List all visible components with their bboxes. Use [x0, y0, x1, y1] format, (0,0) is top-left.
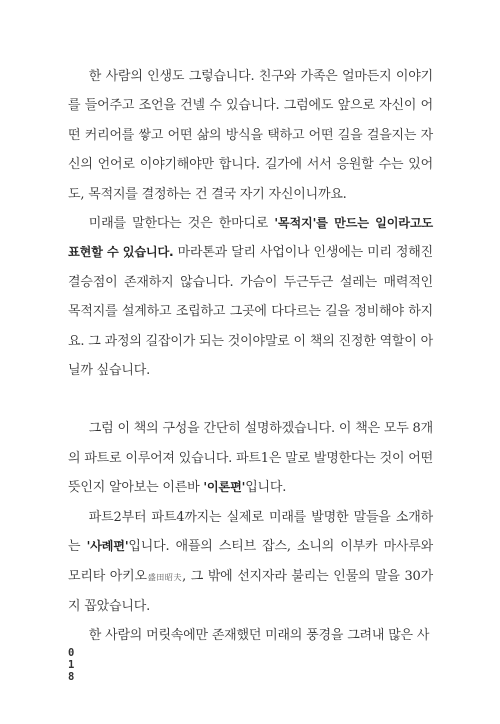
text-run: 미래를 말한다는 것은 한마디로 — [88, 216, 275, 232]
paragraph-2 — [68, 209, 433, 385]
text-run: 그럼 이 책의 구성을 간단히 설명하겠습니다. 이 책은 모두 8개의 파트로 이루어져 있습니다. 파트1은 말로 발명한다는 것이 어떤 뜻인지 알아보는 이른바 — [68, 421, 433, 496]
paragraph-4 — [68, 503, 433, 622]
text-run: 한 사람의 머릿속에만 존재했던 미래의 풍경을 그려내 많은 사 — [88, 628, 430, 644]
text-run: , 그 밖에 선지자라 불리는 인물의 말을 30가지 꼽았습니다. — [68, 568, 433, 614]
text-run: 마라톤과 달리 사업이나 인생에는 미리 정해진 결승점이 존재하지 않습니다. 가슴이 두근두근 설레는 매력적인 목적지를 설계하고 조립하고 그곳에 다다르는 길을 정비해야 하지요. 그 과정의 길잡이가 되는 것이야말로 이 책의 진정한 역할이 아닐까 싶습니다. — [68, 245, 433, 379]
hanja-annotation: 盛田昭夫 — [146, 572, 183, 582]
paragraph-3 — [68, 414, 433, 502]
page-number-digit: 0 — [68, 647, 76, 659]
text-run: 한 사람의 인생도 그렇습니다. 친구와 가족은 얼마든지 이야기를 들어주고 조언을 건넬 수 있습니다. 그럼에도 앞으로 자신이 어떤 커리어를 쌓고 어떤 삶의 방식을 택하고 어떤 길을 걸을지는 자신의 언어로 이야기해야만 합니다. 길가에 서서 응원할 수는 있어도, 목적지를 결정하는 건 결국 자기 자신이니까요. — [68, 69, 433, 202]
highlight-phrase: '사례편' — [86, 539, 129, 554]
text-run: 입니다. 애플의 스티브 잡스, 소니의 이부카 마사루와 모리타 아키오 — [68, 539, 433, 584]
text-run: 입니다. — [245, 480, 287, 496]
paragraph-1 — [68, 62, 433, 209]
page-number-digit: 1 — [68, 659, 76, 671]
paragraph-5 — [68, 621, 433, 650]
page-number — [68, 647, 75, 683]
text-run: 파트2부터 파트4까지는 실제로 미래를 발명한 말들을 소개하는 — [68, 509, 433, 555]
page-number-digit: 8 — [68, 671, 76, 683]
paragraph-gap — [68, 385, 433, 414]
page-body — [68, 62, 433, 651]
highlight-phrase: '목적지'를 만드는 일이라고도 표현할 수 있습니다. — [68, 216, 433, 260]
highlight-phrase: '이론편' — [203, 480, 246, 495]
